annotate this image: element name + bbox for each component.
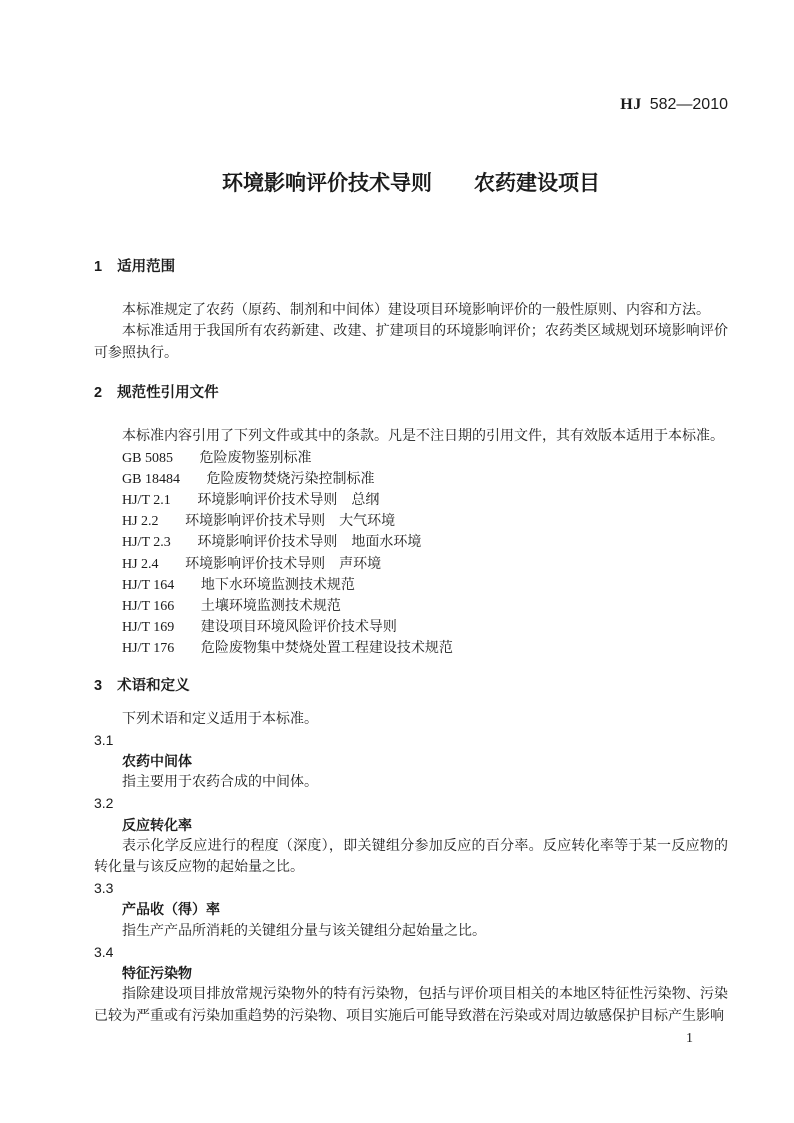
reference-item (94, 617, 728, 638)
term-name: 特征污染物 (122, 965, 192, 982)
section-body (94, 300, 728, 364)
reference-code: HJ/T 2.1 (122, 493, 171, 509)
section-terms-and-definitions (94, 678, 728, 1027)
reference-item (94, 511, 728, 532)
reference-title: 建设项目环境风险评价技术导则 (200, 620, 397, 636)
term-number: 3.2 (94, 795, 114, 812)
reference-item (94, 596, 728, 617)
paragraph: 本标准内容引用了下列文件或其中的条款。凡是不注日期的引用文件，其有效版本适用于本标准。 (122, 429, 724, 445)
reference-title: 环境影响评价技术导则 总纲 (197, 493, 380, 509)
reference-code: GB 5085 (122, 450, 173, 466)
section-heading (94, 385, 728, 402)
reference-code: HJ/T 2.3 (122, 535, 171, 551)
reference-item (94, 554, 728, 575)
paragraph: 下列术语和定义适用于本标准。 (122, 711, 318, 727)
reference-title: 危险废物集中焚烧处置工程建设技术规范 (200, 641, 453, 657)
reference-title: 危险废物鉴别标准 (199, 450, 312, 466)
reference-list (94, 448, 728, 660)
reference-item (94, 448, 728, 469)
reference-code: GB 18484 (122, 471, 180, 487)
section-number: 2 (94, 385, 103, 402)
page-number: 1 (686, 1031, 693, 1046)
section-body (94, 426, 728, 659)
term-number: 3.1 (94, 731, 114, 748)
section-heading-label: 规范性引用文件 (117, 385, 219, 402)
term-definition-block (94, 730, 728, 794)
term-definition: 指主要用于农药合成的中间体。 (122, 775, 318, 791)
paragraph: 本标准适用于我国所有农药新建、改建、扩建项目的环境影响评价；农药类区域规划环境影响评价可参照执行。 (94, 324, 728, 361)
reference-code: HJ 2.4 (122, 556, 159, 572)
reference-title: 土壤环境监测技术规范 (200, 599, 341, 615)
standard-code (94, 0, 728, 113)
paragraph: 本标准规定了农药（原药、制剂和中间体）建设项目环境影响评价的一般性原则、内容和方法。 (122, 303, 710, 318)
standard-code-prefix: HJ (620, 96, 642, 113)
section-body (94, 709, 728, 1027)
reference-item (94, 469, 728, 490)
reference-title: 危险废物焚烧污染控制标准 (206, 471, 375, 487)
reference-item (94, 532, 728, 553)
reference-code: HJ/T 169 (122, 620, 175, 636)
reference-item (94, 638, 728, 659)
reference-item (94, 490, 728, 511)
reference-code: HJ/T 176 (122, 641, 175, 657)
section-heading (94, 259, 728, 276)
reference-title: 环境影响评价技术导则 大气环境 (185, 514, 396, 530)
section-heading-label: 术语和定义 (117, 677, 190, 694)
reference-item (94, 575, 728, 596)
term-definition-block (94, 793, 728, 878)
section-scope (94, 259, 728, 364)
reference-title: 环境影响评价技术导则 地面水环境 (197, 535, 422, 551)
term-name: 农药中间体 (122, 753, 192, 770)
section-heading-label: 适用范围 (117, 259, 176, 275)
term-definition-block (94, 942, 728, 1027)
reference-title: 环境影响评价技术导则 声环境 (185, 556, 382, 572)
section-number: 1 (94, 259, 103, 275)
term-definition: 表示化学反应进行的程度（深度），即关键组分参加反应的百分率。反应转化率等于某一反应物的转化量与该反应物的起始量之比。 (94, 838, 728, 876)
term-definition-block (94, 878, 728, 942)
reference-title: 地下水环境监测技术规范 (200, 577, 355, 593)
term-definition: 指生产产品所消耗的关键组分量与该关键组分起始量之比。 (122, 923, 486, 939)
term-number: 3.3 (94, 880, 114, 897)
reference-code: HJ/T 166 (122, 599, 175, 615)
section-number: 3 (94, 677, 103, 694)
section-normative-references (94, 385, 728, 659)
term-name: 产品收（得）率 (122, 901, 220, 918)
section-heading (94, 678, 728, 695)
standard-code-number: 582—2010 (649, 96, 728, 113)
term-definition: 指除建设项目排放常规污染物外的特有污染物，包括与评价项目相关的本地区特征性污染物、污染已较为严重或有污染加重趋势的污染物、项目实施后可能导致潜在污染或对周边敏感保护目标产生影响 (94, 987, 728, 1024)
reference-code: HJ/T 164 (122, 577, 175, 593)
reference-code: HJ 2.2 (122, 514, 159, 530)
document-title: 环境影响评价技术导则 农药建设项目 (222, 172, 600, 195)
term-number: 3.4 (94, 943, 114, 960)
term-name: 反应转化率 (122, 816, 192, 833)
